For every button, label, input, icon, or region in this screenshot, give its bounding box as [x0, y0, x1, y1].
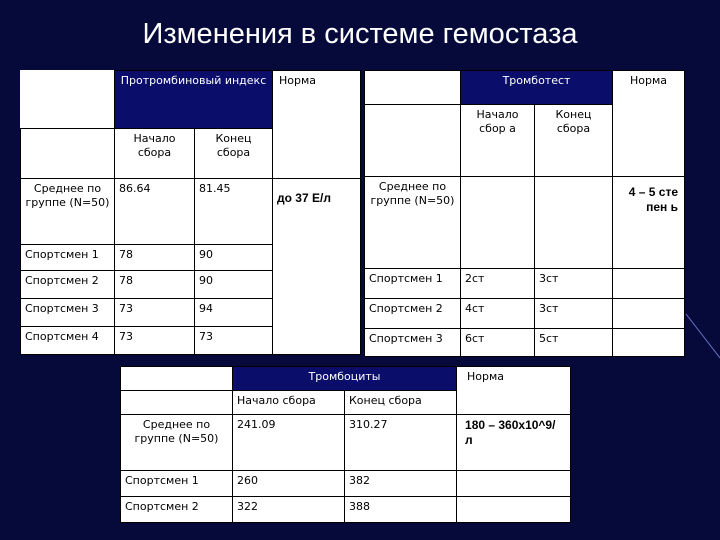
header-thrombotest: Тромботест	[461, 71, 613, 105]
row-label: Среднее по группе (N=50)	[365, 177, 461, 269]
value-start: 2ст	[461, 269, 535, 299]
value-start: 241.09	[233, 415, 345, 471]
header-platelets: Тромбоциты	[233, 367, 457, 391]
empty-cell	[21, 129, 115, 179]
row-label: Спортсмен 2	[21, 271, 115, 299]
table-row	[121, 415, 571, 471]
row-label: Среднее по группе (N=50)	[21, 179, 115, 245]
norm-value-text: 4 – 5 сте пен ь	[628, 185, 678, 214]
value-end: 90	[195, 245, 273, 271]
empty-cell	[613, 299, 685, 329]
header-prothrombin-index: Протромбиновый индекс	[115, 71, 273, 129]
header-norm: Норма	[273, 71, 361, 179]
empty-cell	[457, 497, 571, 523]
subheader-start: Начало сбора	[233, 391, 345, 415]
thrombotest-table	[364, 70, 685, 357]
table-row	[365, 329, 685, 357]
empty-corner	[121, 367, 233, 391]
table-row	[121, 471, 571, 497]
empty-cell	[613, 269, 685, 299]
norm-value-text: 180 – 360х10^9/л	[465, 418, 556, 447]
table-row	[365, 269, 685, 299]
table-row	[365, 299, 685, 329]
table-row	[21, 179, 361, 245]
value-end: 382	[345, 471, 457, 497]
empty-corner	[21, 71, 115, 129]
norm-value	[613, 177, 685, 269]
decorative-line	[680, 300, 720, 360]
value-end: 388	[345, 497, 457, 523]
value-start: 86.64	[115, 179, 195, 245]
row-label: Спортсмен 2	[365, 299, 461, 329]
platelets-table	[120, 366, 571, 523]
value-start: 260	[233, 471, 345, 497]
row-label: Спортсмен 4	[21, 327, 115, 355]
table-row	[121, 497, 571, 523]
value-end: 94	[195, 299, 273, 327]
empty-cell	[613, 329, 685, 357]
value-start	[461, 177, 535, 269]
value-end: 81.45	[195, 179, 273, 245]
subheader-end: Конец сбора	[535, 105, 613, 177]
empty-cell	[121, 391, 233, 415]
row-label: Спортсмен 1	[121, 471, 233, 497]
row-label: Спортсмен 1	[365, 269, 461, 299]
header-norm: Норма	[613, 71, 685, 177]
empty-cell	[457, 471, 571, 497]
subheader-end: Конец сбора	[195, 129, 273, 179]
value-end: 73	[195, 327, 273, 355]
empty-cell	[365, 105, 461, 177]
norm-value	[273, 179, 361, 355]
value-start: 322	[233, 497, 345, 523]
row-label: Спортсмен 3	[21, 299, 115, 327]
value-start: 78	[115, 245, 195, 271]
value-end: 90	[195, 271, 273, 299]
row-label: Спортсмен 1	[21, 245, 115, 271]
value-start: 4ст	[461, 299, 535, 329]
value-start: 78	[115, 271, 195, 299]
subheader-start: Начало сбор а	[461, 105, 535, 177]
table-row	[365, 177, 685, 269]
row-label: Спортсмен 2	[121, 497, 233, 523]
value-end: 3ст	[535, 269, 613, 299]
norm-value	[457, 415, 571, 471]
row-label: Среднее по группе (N=50)	[121, 415, 233, 471]
subheader-end: Конец сбора	[345, 391, 457, 415]
subheader-start: Начало сбора	[115, 129, 195, 179]
value-start: 6ст	[461, 329, 535, 357]
value-end: 5ст	[535, 329, 613, 357]
header-norm: Норма	[457, 367, 571, 415]
prothrombin-table	[20, 70, 361, 355]
row-label: Спортсмен 3	[365, 329, 461, 357]
value-start: 73	[115, 327, 195, 355]
value-end	[535, 177, 613, 269]
empty-corner	[365, 71, 461, 105]
value-start: 73	[115, 299, 195, 327]
value-end: 310.27	[345, 415, 457, 471]
page-title: Изменения в системе гемостаза	[142, 18, 578, 50]
value-end: 3ст	[535, 299, 613, 329]
norm-value-text: до 37 Е/л	[277, 191, 331, 205]
